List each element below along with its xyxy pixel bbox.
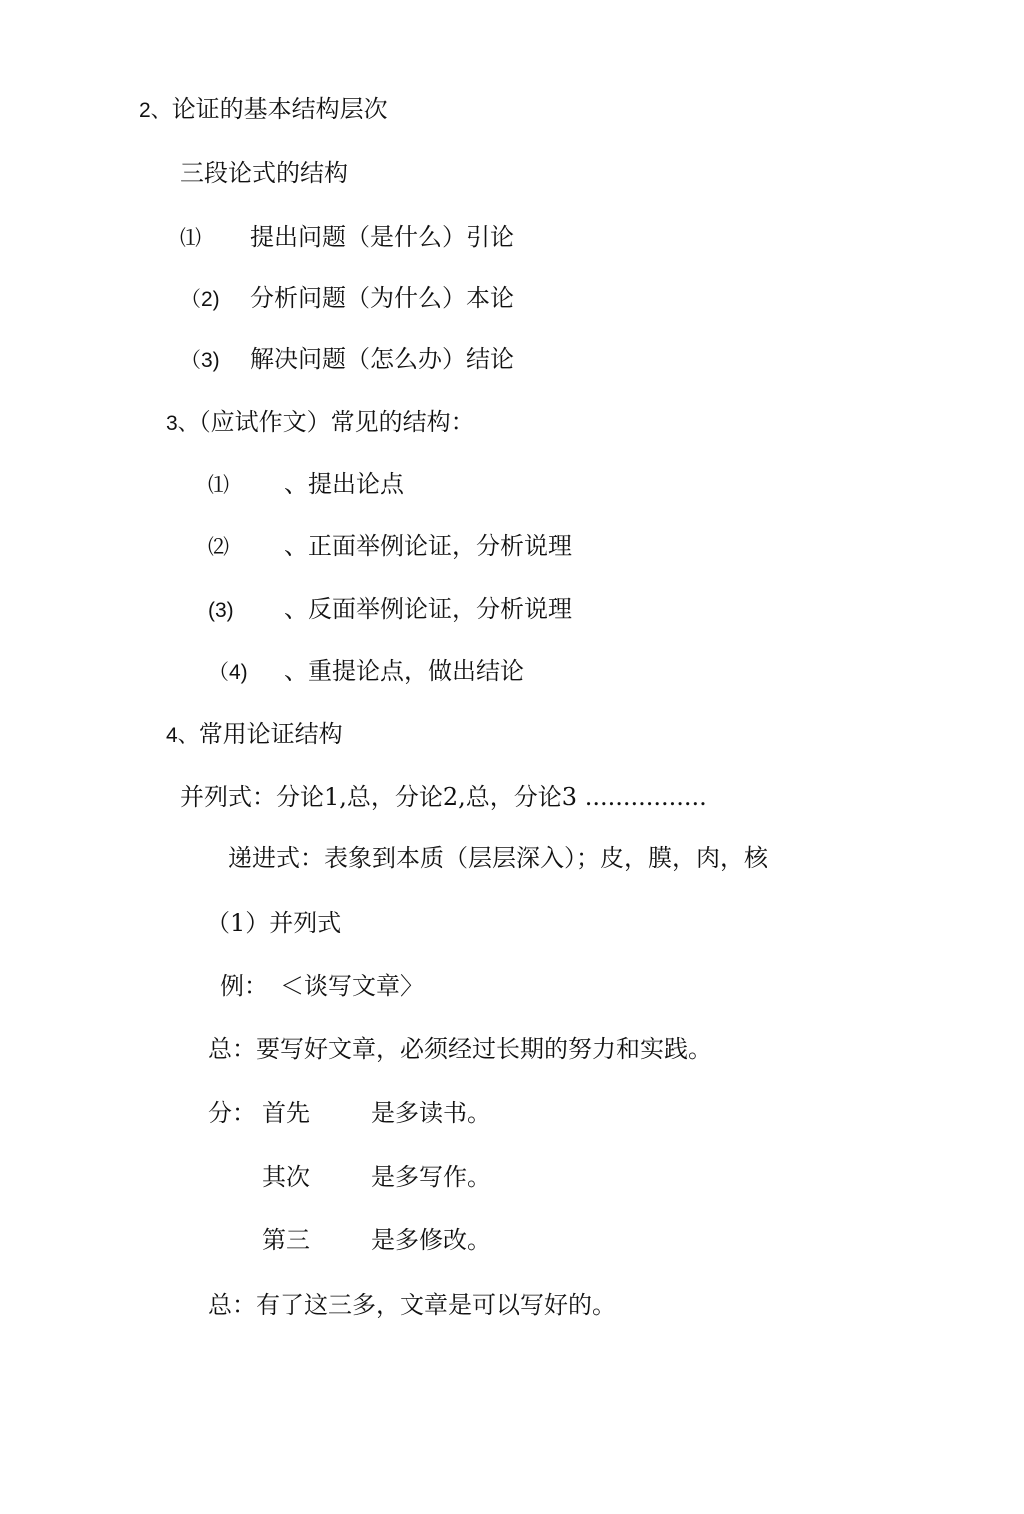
parallel-heading: （1）并列式 — [206, 909, 342, 937]
example-line — [220, 969, 424, 1003]
point-text: 是多写作。 — [371, 1163, 491, 1191]
list-item-text: 、提出论点 — [284, 470, 404, 498]
list-item — [180, 281, 514, 317]
list-item-number: ⑴ — [208, 474, 229, 497]
list-item-text: 、反面举例论证，分析说理 — [284, 595, 572, 623]
summary-line: 总：有了这三多，文章是可以写好的。 — [208, 1291, 616, 1319]
progressive-structure-line: 递进式：表象到本质（层层深入）；皮，膜，肉，核 — [228, 844, 768, 872]
list-item — [208, 654, 524, 690]
list-item — [208, 467, 404, 503]
point-prefix: 分： — [208, 1099, 256, 1127]
list-item-text: 提出问题（是什么）引论 — [250, 223, 514, 251]
point-text: 是多修改。 — [371, 1226, 491, 1254]
list-item — [208, 529, 572, 565]
list-item-number: ⑵ — [208, 536, 229, 559]
point-label: 第三 — [262, 1226, 310, 1254]
point-label: 其次 — [262, 1163, 310, 1191]
list-item-text: 、正面举例论证，分析说理 — [284, 532, 572, 560]
example-label: 例： — [220, 972, 268, 1000]
section-number: 2、 — [139, 99, 172, 122]
section-4-heading — [166, 717, 343, 753]
list-item-number: （4) — [208, 661, 248, 684]
list-item-text: 解决问题（怎么办）结论 — [250, 345, 514, 373]
list-item-text: 、重提论点，做出结论 — [284, 657, 524, 685]
section-3-heading — [166, 405, 475, 441]
point-line — [208, 1096, 491, 1130]
section-2-heading — [139, 92, 388, 128]
point-text: 是多读书。 — [371, 1099, 491, 1127]
summary-line: 总：要写好文章，必须经过长期的努力和实践。 — [208, 1035, 712, 1063]
list-item-number: （2) — [180, 288, 220, 311]
parallel-structure-text: 并列式：分论1,总，分论2,总，分论3 ................ — [180, 783, 707, 811]
point-label: 首先 — [262, 1099, 310, 1127]
list-item-number: （3) — [180, 349, 220, 372]
section-number: 3、 — [166, 412, 199, 435]
section-number: 4、 — [166, 724, 199, 747]
list-item-number: ⑴ — [180, 227, 201, 250]
list-item — [180, 220, 514, 256]
example-title: ＜谈写文章〉 — [280, 972, 424, 1000]
subsection-title: 三段论式的结构 — [180, 159, 348, 187]
section-title: 常用论证结构 — [198, 720, 343, 748]
section-title: （应试作文）常见的结构： — [198, 408, 475, 436]
list-item-text: 分析问题（为什么）本论 — [250, 284, 514, 312]
list-item — [180, 342, 514, 378]
list-item-number: (3) — [208, 599, 234, 622]
parallel-structure-line — [180, 780, 707, 814]
section-title: 论证的基本结构层次 — [171, 95, 388, 123]
list-item — [208, 592, 572, 628]
